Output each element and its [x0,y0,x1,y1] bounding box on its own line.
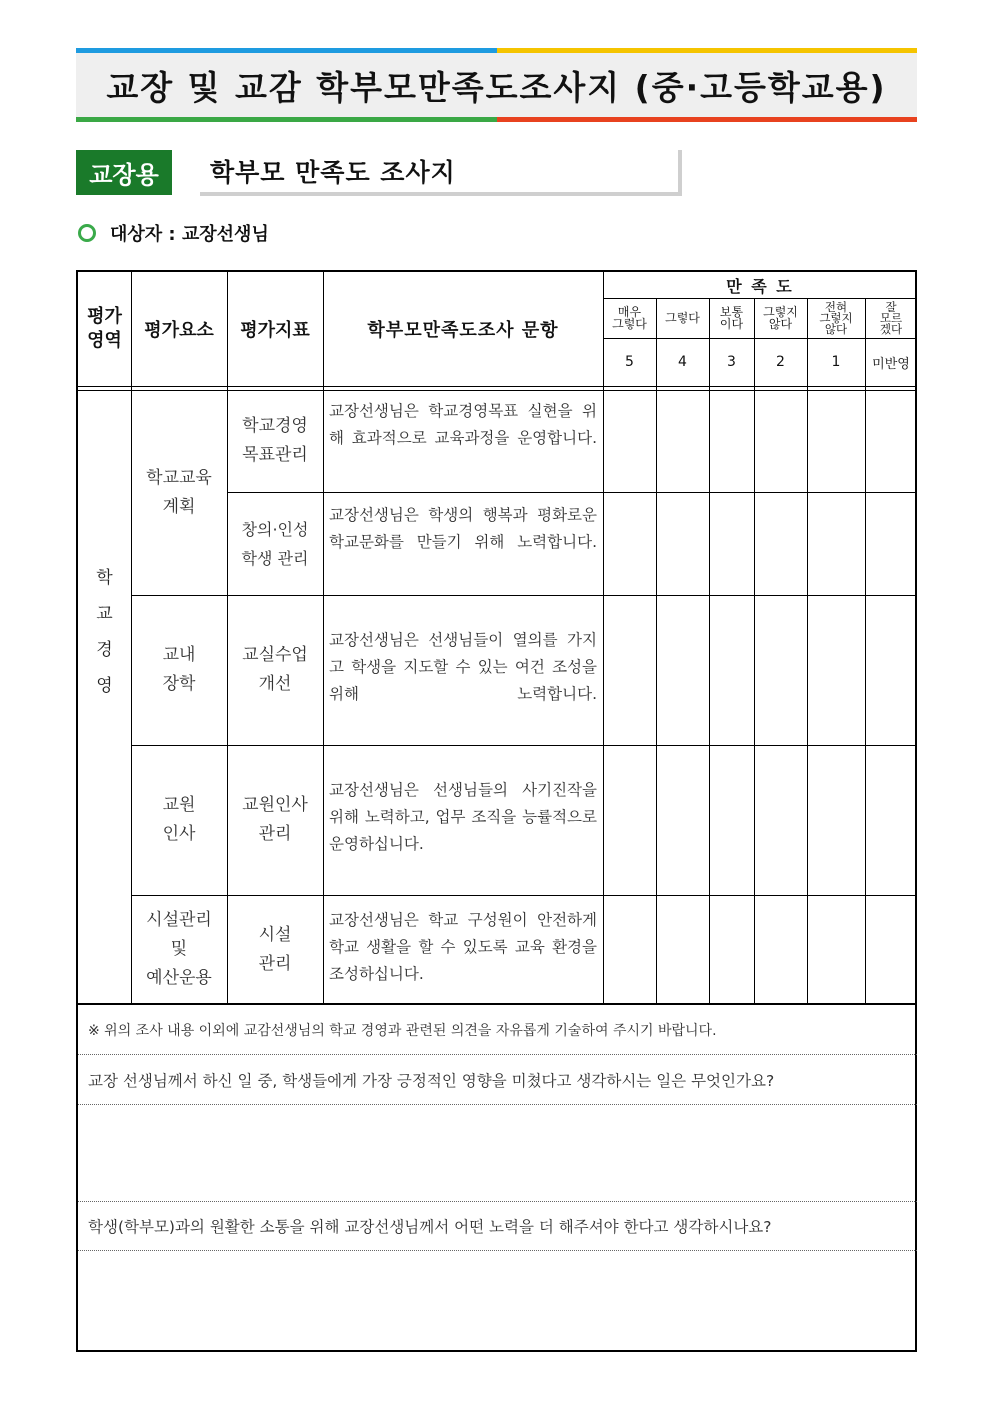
principal-badge: 교장용 [76,150,172,195]
area-cell: 학 교 경 영 [96,568,113,696]
rating-cell-row2-unknown[interactable] [865,492,917,595]
indicator-cell-2: 창의·인성 학생 관리 [241,519,309,568]
opinion-note: ※ 위의 조사 내용 이외에 교감선생님의 학교 경영과 관련된 의견을 자유롭게 기술하여 주시기 바랍니다. [88,1023,717,1039]
question-cell-2: 교장선생님은 학생의 행복과 평화로운 학교문화를 만들기 위해 노력합니다. [329,506,597,551]
rating-cell-row3-3[interactable] [709,595,754,745]
question-cell-3: 교장선생님은 선생님들이 열의를 가지고 학생을 지도할 수 있는 여건 조성을 위해 노력합니다. [329,631,597,703]
rating-cell-row1-2[interactable] [754,390,807,492]
title-banner [76,48,917,122]
rating-cell-row4-unknown[interactable] [865,745,917,895]
scale-value-4: 4 [678,354,687,370]
indicator-cell-5: 시설 관리 [258,924,292,974]
rating-cell-row4-4[interactable] [656,745,709,895]
question-cell-5: 교장선생님은 학교 구성원이 안전하게 학교 생활을 할 수 있도록 교육 환경을 조성하십니다. [329,911,597,983]
opinion-question-2: 학생(학부모)과의 원활한 소통을 위해 교장선생님께서 어떤 노력을 더 해주셔야 한다고 생각하시나요? [88,1218,772,1236]
indicator-cell-4: 교원인사 관리 [242,795,308,844]
rating-cell-row3-2[interactable] [754,595,807,745]
rating-cell-row5-3[interactable] [709,895,754,1004]
indicator-cell-3: 교실수업 개선 [242,645,308,694]
answer-box-1[interactable] [78,1105,917,1201]
rating-cell-row4-5[interactable] [603,745,656,895]
banner-bottom-stripe [76,117,917,122]
target-label: 대상자 : 교장선생님 [110,224,269,245]
rating-cell-row4-3[interactable] [709,745,754,895]
scale-value-1: 1 [831,354,841,370]
rating-cell-row3-4[interactable] [656,595,709,745]
rating-cell-row2-1[interactable] [807,492,865,595]
rating-cell-row2-5[interactable] [603,492,656,595]
scale-value-5: 5 [625,354,634,370]
element-cell-5: 시설관리 및 예산운용 [146,910,212,988]
rating-cell-row2-3[interactable] [709,492,754,595]
scale-label-4: 그렇다 [665,311,700,325]
scale-label-5: 매우 그렇다 [612,305,647,331]
rating-cell-row2-2[interactable] [754,492,807,595]
rating-cell-row1-4[interactable] [656,390,709,492]
rating-cell-row5-2[interactable] [754,895,807,1004]
indicator-cell-1: 학교경영 목표관리 [242,416,308,465]
question-cell-1: 교장선생님은 학교경영목표 실현을 위해 효과적으로 교육과정을 운영합니다. [329,402,597,447]
scale-label-unknown: 잘 모르 겠다 [879,299,903,336]
element-cell-1: 학교교육 계획 [146,467,212,517]
rating-cell-row5-5[interactable] [603,895,656,1004]
rating-cell-row5-4[interactable] [656,895,709,1004]
scale-value-2: 2 [776,354,785,370]
rating-cell-row3-5[interactable] [603,595,656,745]
scale-value-unknown: 미반영 [872,356,910,372]
rating-cell-row5-1[interactable] [807,895,865,1004]
header-element: 평가요소 [144,320,214,341]
rating-cell-row4-1[interactable] [807,745,865,895]
page-title: 교장 및 교감 학부모만족도조사지 (중·고등학교용) [106,67,887,107]
rating-cell-row1-3[interactable] [709,390,754,492]
header-indicator: 평가지표 [240,320,310,341]
header-satisfaction: 만 족 도 [726,276,794,296]
question-cell-4: 교장선생님은 선생님들의 사기진작을 위해 노력하고, 업무 조직을 능률적으로 운영하십니다. [329,781,597,853]
header-question: 학부모만족도조사 문항 [367,320,559,341]
rating-cell-row3-unknown[interactable] [865,595,917,745]
rating-cell-row1-1[interactable] [807,390,865,492]
scale-label-2: 그렇지 않다 [763,305,798,331]
rating-cell-row2-4[interactable] [656,492,709,595]
rating-cell-row3-1[interactable] [807,595,865,745]
scale-value-3: 3 [727,354,736,370]
scale-label-1: 전혀 그렇지 않다 [819,299,853,336]
ring-bullet-icon [78,224,96,242]
target-line [78,220,269,246]
scale-label-3: 보통 이다 [719,305,744,331]
rating-cell-row4-2[interactable] [754,745,807,895]
element-cell-4: 교원 인사 [162,795,196,844]
element-cell-3: 교내 장학 [162,645,196,694]
opinion-question-1: 교장 선생님께서 하신 일 중, 학생들에게 가장 긍정적인 영향을 미쳤다고 생각하시는 일은 무엇인가요? [88,1072,775,1090]
survey-table [76,270,917,1352]
answer-box-2[interactable] [78,1251,917,1350]
survey-subtitle: 학부모 만족도 조사지 [200,150,682,196]
rating-cell-row1-unknown[interactable] [865,390,917,492]
rating-cell-row5-unknown[interactable] [865,895,917,1004]
header-area: 평가 영역 [87,306,122,351]
rating-cell-row1-5[interactable] [603,390,656,492]
